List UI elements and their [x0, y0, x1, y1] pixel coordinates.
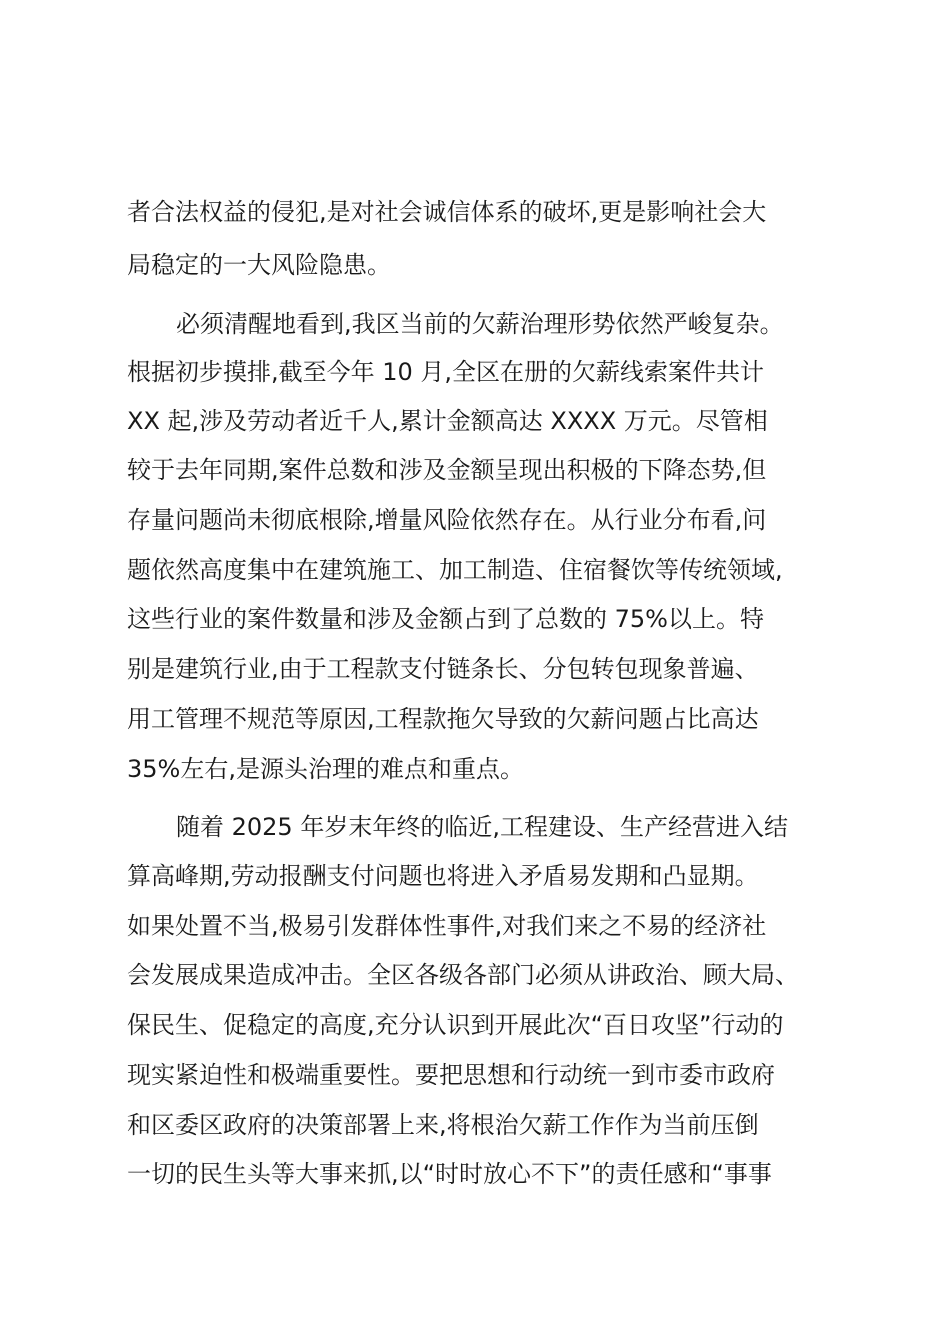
- paragraph-2-line-2: 根据初步摸排,截至今年 10 月,全区在册的欠薪线索案件共计: [127, 358, 765, 386]
- paragraph-3-line-2: 算高峰期,劳动报酬支付问题也将进入矛盾易发期和凸显期。: [127, 862, 759, 890]
- paragraph-2-line-1: 必须清醒地看到,我区当前的欠薪治理形势依然严峻复杂。: [176, 310, 784, 338]
- paragraph-2-line-4: 较于去年同期,案件总数和涉及金额呈现出积极的下降态势,但: [127, 456, 767, 484]
- paragraph-2-line-10: 35%左右,是源头治理的难点和重点。: [127, 755, 524, 783]
- paragraph-2-line-6: 题依然高度集中在建筑施工、加工制造、住宿餐饮等传统领域,: [127, 556, 783, 584]
- paragraph-2-line-8: 别是建筑行业,由于工程款支付链条长、分包转包现象普遍、: [127, 655, 759, 683]
- paragraph-2-line-9: 用工管理不规范等原因,工程款拖欠导致的欠薪问题占比高达: [127, 705, 759, 733]
- paragraph-1-line-1: 者合法权益的侵犯,是对社会诚信体系的破坏,更是影响社会大: [127, 198, 767, 226]
- paragraph-3-line-4: 会发展成果造成冲击。全区各级各部门必须从讲政治、顾大局、: [127, 961, 799, 989]
- paragraph-3-line-7: 和区委区政府的决策部署上来,将根治欠薪工作作为当前压倒: [127, 1111, 759, 1139]
- paragraph-1-line-2: 局稳定的一大风险隐患。: [127, 251, 391, 279]
- paragraph-3-line-6: 现实紧迫性和极端重要性。要把思想和行动统一到市委市政府: [127, 1061, 775, 1089]
- paragraph-3-line-8: 一切的民生头等大事来抓,以“时时放心不下”的责任感和“事事: [127, 1160, 772, 1188]
- paragraph-3-line-3: 如果处置不当,极易引发群体性事件,对我们来之不易的经济社: [127, 912, 767, 940]
- paragraph-2-line-3: XX 起,涉及劳动者近千人,累计金额高达 XXXX 万元。尽管相: [127, 407, 768, 435]
- paragraph-3-line-5: 保民生、促稳定的高度,充分认识到开展此次“百日攻坚”行动的: [127, 1011, 784, 1039]
- paragraph-2-line-7: 这些行业的案件数量和涉及金额占到了总数的 75%以上。特: [127, 605, 764, 633]
- paragraph-2-line-5: 存量问题尚未彻底根除,增量风险依然存在。从行业分布看,问: [127, 506, 767, 534]
- paragraph-3-line-1: 随着 2025 年岁末年终的临近,工程建设、生产经营进入结: [176, 813, 788, 841]
